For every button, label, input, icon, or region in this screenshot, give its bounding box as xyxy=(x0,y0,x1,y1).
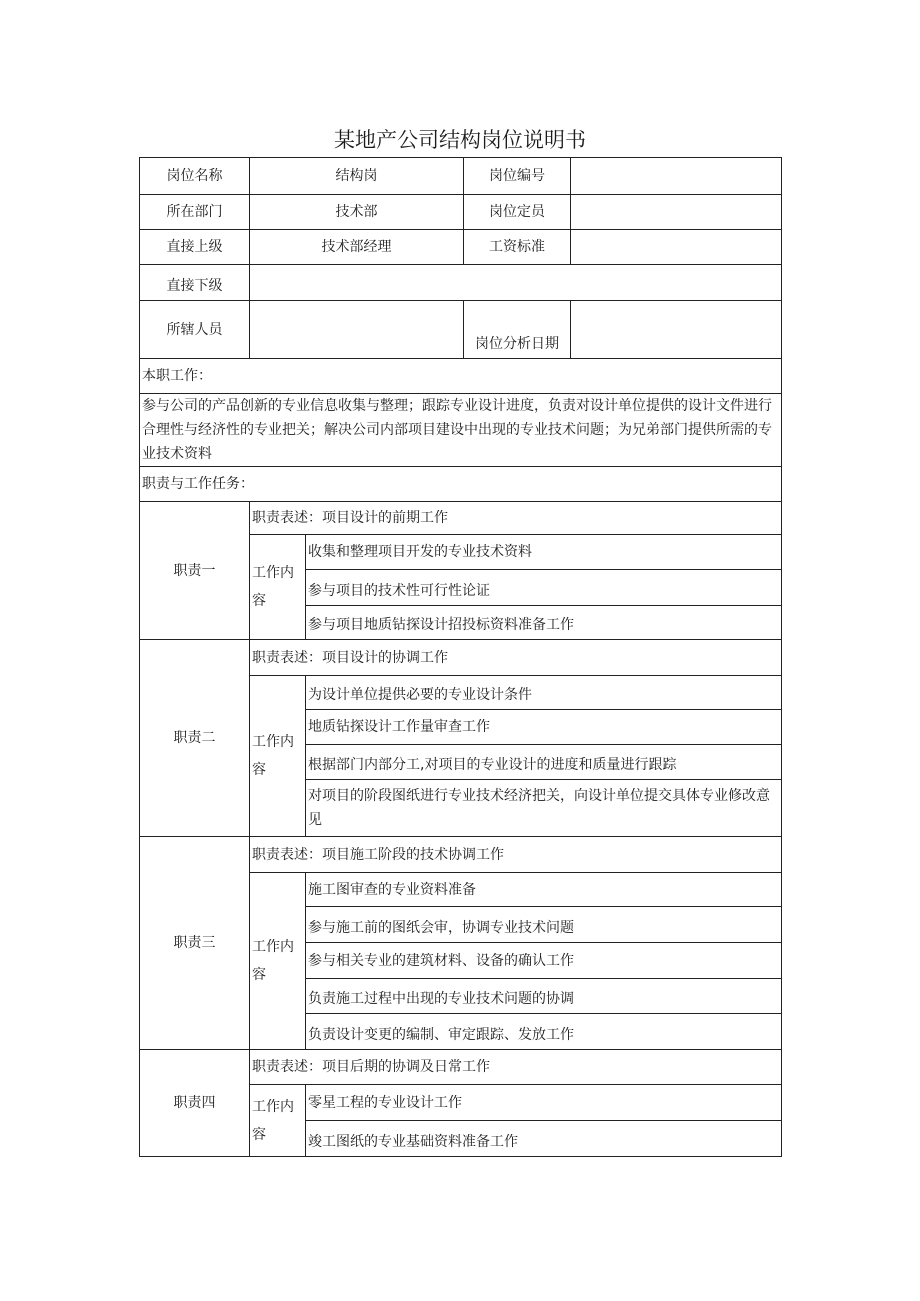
headcount-label: 岗位定员 xyxy=(464,195,571,230)
duty-item: 负责设计变更的编制、审定跟踪、发放工作 xyxy=(306,1014,782,1050)
duty-item: 根据部门内部分工,对项目的专业设计的进度和质量进行跟踪 xyxy=(306,745,782,780)
salary-value xyxy=(571,230,782,265)
duty-item: 地质钻探设计工作量审查工作 xyxy=(306,710,782,745)
duty-desc: 职责表述：项目设计的前期工作 xyxy=(250,502,782,535)
dept-label: 所在部门 xyxy=(140,195,250,230)
row-subordinate xyxy=(140,265,782,301)
duty-name: 职责三 xyxy=(140,837,250,1050)
work-content-label: 工作内容 xyxy=(250,1085,306,1157)
duty-row xyxy=(140,837,782,873)
row-staff xyxy=(140,301,782,359)
duty-item: 零星工程的专业设计工作 xyxy=(306,1085,782,1121)
duty-name: 职责二 xyxy=(140,640,250,837)
post-no-label: 岗位编号 xyxy=(464,158,571,195)
duties-label: 职责与工作任务： xyxy=(140,467,782,502)
work-content-label: 工作内容 xyxy=(250,873,306,1050)
duty-item: 参与项目地质钻探设计招投标资料准备工作 xyxy=(306,606,782,640)
salary-label: 工资标准 xyxy=(464,230,571,265)
row-duties-label xyxy=(140,467,782,502)
staff-label: 所辖人员 xyxy=(140,301,250,359)
staff-value xyxy=(250,301,464,359)
headcount-value xyxy=(571,195,782,230)
dept-value: 技术部 xyxy=(250,195,464,230)
analysis-date-label: 岗位分析日期 xyxy=(464,301,571,359)
subordinate-value xyxy=(250,265,782,301)
post-no-value xyxy=(571,158,782,195)
superior-value: 技术部经理 xyxy=(250,230,464,265)
analysis-date-value xyxy=(571,301,782,359)
work-content-label: 工作内容 xyxy=(250,535,306,640)
row-superior xyxy=(140,230,782,265)
duty-item: 负责施工过程中出现的专业技术问题的协调 xyxy=(306,979,782,1014)
superior-label: 直接上级 xyxy=(140,230,250,265)
job-description-table xyxy=(139,157,782,1157)
post-name-label: 岗位名称 xyxy=(140,158,250,195)
document-title: 某地产公司结构岗位说明书 xyxy=(334,128,586,152)
duty-desc: 职责表述：项目设计的协调工作 xyxy=(250,640,782,676)
duty-item: 参与施工前的图纸会审，协调专业技术问题 xyxy=(306,907,782,943)
duty-item: 收集和整理项目开发的专业技术资料 xyxy=(306,535,782,570)
duty-row xyxy=(140,1050,782,1085)
duty-item: 施工图审查的专业资料准备 xyxy=(306,873,782,907)
work-content-label: 工作内容 xyxy=(250,676,306,837)
row-main-work-content xyxy=(140,394,782,467)
duty-item: 竣工图纸的专业基础资料准备工作 xyxy=(306,1121,782,1157)
duty-row xyxy=(140,640,782,676)
duty-name: 职责一 xyxy=(140,502,250,640)
row-post-name xyxy=(140,158,782,195)
duty-item: 参与相关专业的建筑材料、设备的确认工作 xyxy=(306,943,782,979)
row-main-work-label xyxy=(140,359,782,394)
row-department xyxy=(140,195,782,230)
duty-desc: 职责表述：项目后期的协调及日常工作 xyxy=(250,1050,782,1085)
duty-item: 对项目的阶段图纸进行专业技术经济把关，向设计单位提交具体专业修改意见 xyxy=(306,780,782,837)
duty-item: 为设计单位提供必要的专业设计条件 xyxy=(306,676,782,710)
duty-item: 参与项目的技术性可行性论证 xyxy=(306,570,782,606)
main-work-label: 本职工作： xyxy=(140,359,782,394)
duty-name: 职责四 xyxy=(140,1050,250,1157)
duty-row xyxy=(140,502,782,535)
main-work-content: 参与公司的产品创新的专业信息收集与整理；跟踪专业设计进度，负责对设计单位提供的设计文件进行合理性与经济性的专业把关；解决公司内部项目建设中出现的专业技术问题；为兄弟部门提供所需的专业技术资料 xyxy=(140,394,782,467)
subordinate-label: 直接下级 xyxy=(140,265,250,301)
duty-desc: 职责表述：项目施工阶段的技术协调工作 xyxy=(250,837,782,873)
post-name-value: 结构岗 xyxy=(250,158,464,195)
